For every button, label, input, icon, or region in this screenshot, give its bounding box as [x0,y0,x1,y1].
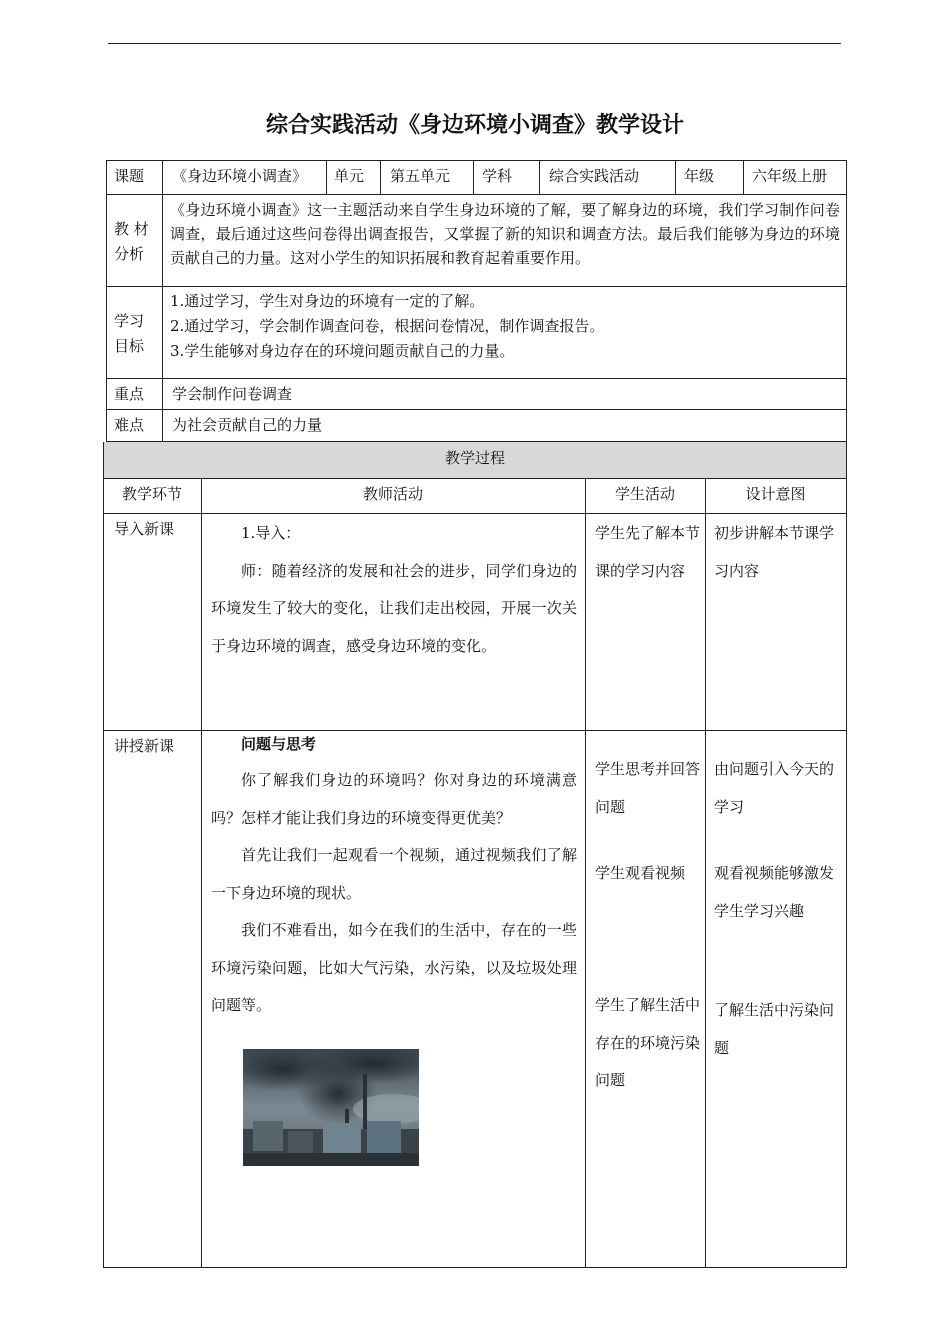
stage-intro: 导入新课 [114,520,175,538]
material-analysis-text: 《身边环境小调查》这一主题活动来自学生身边环境的了解，要了解身边的环境，我们学习制作问卷调查，最后通过这些问卷得出调查报告，又掌握了新的知识和调查方法。最后我们能够为身边的环境贡献自己的力量。这对小学生的知识拓展和教育起着重要作用。 [170,201,840,267]
pollution-factory-photo [243,1049,419,1166]
label-subject: 课题 [114,167,145,185]
teach-paragraph: 我们不难看出，如今在我们的生活中，存在的一些环境污染问题，比如大气污染，水污染，以及垃圾处理问题等。 [211,921,577,1014]
teach-design-intent-1: 由问题引入今天的学习 [714,760,835,816]
label-grade: 年级 [684,167,715,185]
unit-value: 第五单元 [390,167,451,185]
learning-goals-list [170,289,840,364]
goal-item: 1.通过学习，学生对身边的环境有一定的了解。 [170,292,485,310]
col-header-intent: 设计意图 [745,485,806,503]
difficulty-text: 为社会贡献自己的力量 [172,416,323,434]
teach-design-intent-3: 了解生活中污染问题 [714,1001,835,1057]
stage-teach: 讲授新课 [114,737,175,755]
label-goals-l2: 目标 [114,337,145,355]
lesson-name: 《身边环境小调查》 [172,167,308,185]
grade-value: 六年级上册 [752,167,828,185]
intro-teacher-activity [211,515,577,665]
teach-student-activity-3: 学生了解生活中存在的环境污染问题 [595,996,701,1089]
discipline-value: 综合实践活动 [549,167,640,185]
process-header: 教学过程 [444,449,505,467]
label-goals-l1: 学习 [114,312,145,330]
label-material-l1: 教 材 [114,220,149,238]
label-discipline: 学科 [482,167,513,185]
factory-smoke-image [243,1049,419,1166]
goal-item: 2.通过学习，学会制作调查问卷，根据问卷情况，制作调查报告。 [170,317,605,335]
col-header-teacher: 教师活动 [362,485,423,503]
label-difficulty: 难点 [114,416,145,434]
label-unit: 单元 [334,167,365,185]
intro-teacher-line: 1.导入： [241,524,301,542]
header-rule [108,43,841,44]
teach-paragraph: 首先让我们一起观看一个视频，通过视频我们了解一下身边环境的现状。 [211,846,577,902]
label-material-analysis [114,217,149,267]
label-key-point: 重点 [114,385,145,403]
col-header-stage: 教学环节 [121,485,182,503]
document-title: 综合实践活动《身边环境小调查》教学设计 [265,113,684,138]
goal-item: 3.学生能够对身边存在的环境问题贡献自己的力量。 [170,342,515,360]
teach-student-activity-2: 学生观看视频 [595,864,686,882]
teach-paragraph: 你了解我们身边的环境吗？你对身边的环境满意吗？怎样才能让我们身边的环境变得更优美？ [211,771,577,827]
teach-design-intent-2: 观看视频能够激发学生学习兴趣 [714,864,835,920]
label-material-l2: 分析 [114,245,145,263]
intro-design-intent: 初步讲解本节课学习内容 [714,524,835,580]
teach-student-activity-1: 学生思考并回答问题 [595,760,701,816]
intro-teacher-paragraph: 师：随着经济的发展和社会的进步，同学们身边的环境发生了较大的变化，让我们走出校园，开展一次关于身边环境的调查，感受身边环境的变化。 [211,561,577,655]
teach-heading: 问题与思考 [241,735,317,753]
intro-student-activity: 学生先了解本节课的学习内容 [595,524,701,580]
col-header-student: 学生活动 [614,485,675,503]
teach-teacher-activity [211,732,577,1025]
key-point-text: 学会制作问卷调查 [172,385,293,403]
label-learning-goals [114,309,144,359]
